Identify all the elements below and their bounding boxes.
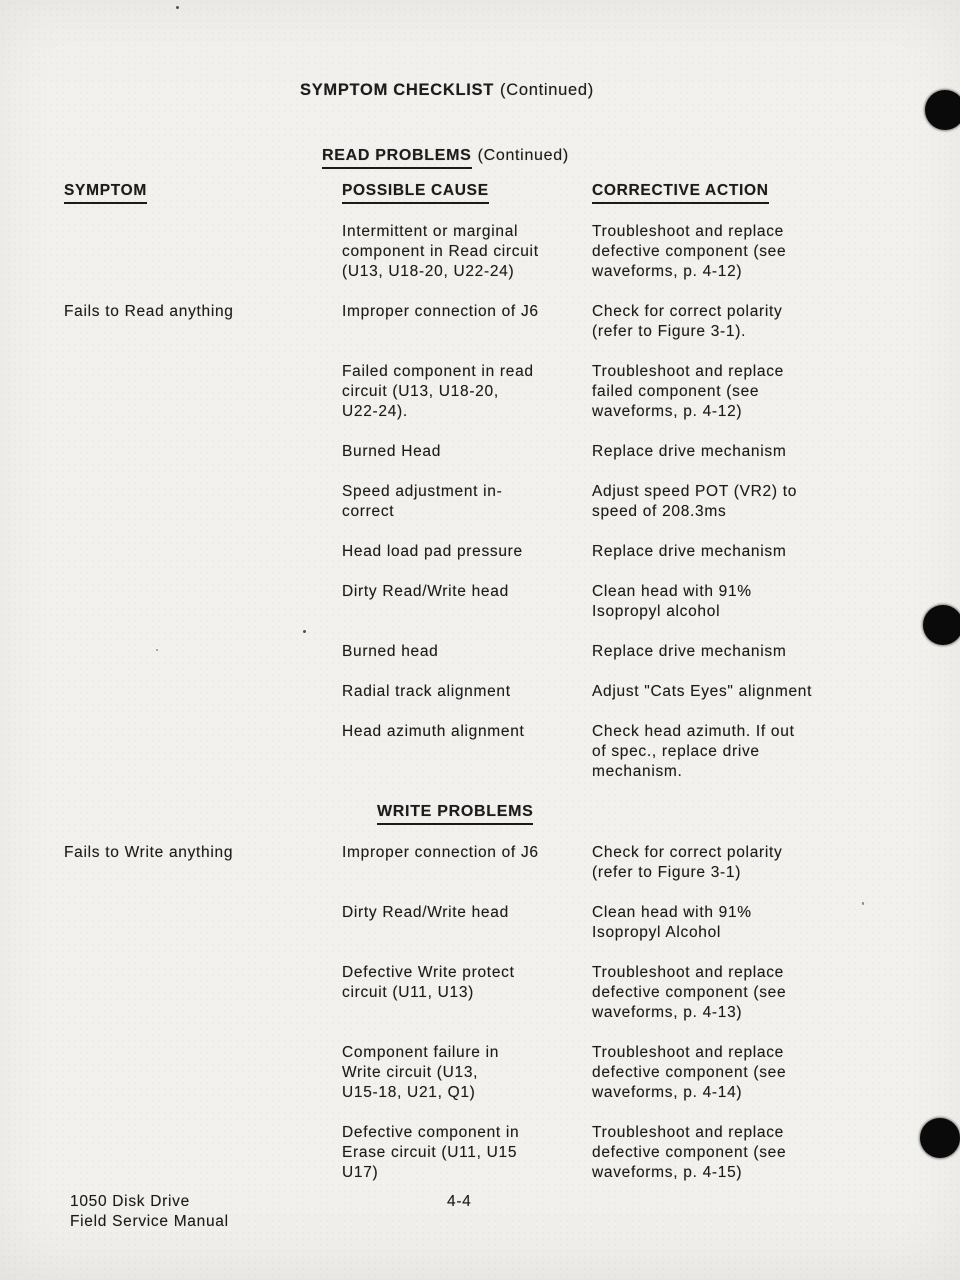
symptom-cell <box>64 442 342 462</box>
action-cell: Troubleshoot and replace defective component (see waveforms, p. 4-12) <box>592 223 787 280</box>
table-row <box>0 542 960 562</box>
cause-cell: Burned Head <box>342 443 442 460</box>
cause-cell: Improper connection of J6 <box>342 303 539 320</box>
action-cell: Check for correct polarity (refer to Figure 3-1) <box>592 844 783 881</box>
symptom-cell: Fails to Write anything <box>64 844 234 861</box>
table-row <box>0 302 960 342</box>
section-heading-read-problems <box>322 146 960 169</box>
page-title-suffix: (Continued) <box>500 81 594 99</box>
cause-cell: Dirty Read/Write head <box>342 904 509 921</box>
hole-punch-mark-top <box>925 90 960 130</box>
read-problems-rows <box>0 222 960 782</box>
symptom-cell <box>64 1043 342 1103</box>
column-headers <box>0 181 960 204</box>
scan-speck <box>176 6 179 9</box>
hole-punch-mark-bottom <box>920 1118 960 1158</box>
table-row <box>0 362 960 422</box>
action-cell: Check head azimuth. If out of spec., replace drive mechanism. <box>592 723 795 780</box>
write-problems-heading: WRITE PROBLEMS <box>377 802 533 825</box>
symptom-cell <box>64 963 342 1023</box>
action-cell: Troubleshoot and replace defective component (see waveforms, p. 4-13) <box>592 964 787 1021</box>
action-cell: Troubleshoot and replace defective component (see waveforms, p. 4-15) <box>592 1124 787 1181</box>
scan-speck <box>156 649 158 651</box>
cause-cell: Head load pad pressure <box>342 543 523 560</box>
table-row <box>0 442 960 462</box>
action-cell: Adjust speed POT (VR2) to speed of 208.3ms <box>592 483 798 520</box>
read-problems-heading-suffix: (Continued) <box>477 147 569 164</box>
cause-cell: Intermittent or marginal component in Read circuit (U13, U18-20, U22-24) <box>342 223 539 280</box>
action-cell: Troubleshoot and replace failed component (see waveforms, p. 4-12) <box>592 363 785 420</box>
cause-cell: Head azimuth alignment <box>342 723 525 740</box>
cause-cell: Dirty Read/Write head <box>342 583 509 600</box>
symptom-cell: Fails to Read anything <box>64 303 234 320</box>
scan-speck <box>303 630 306 633</box>
table-row <box>0 1123 960 1183</box>
action-cell: Check for correct polarity (refer to Figure 3-1). <box>592 303 783 340</box>
table-row <box>0 642 960 662</box>
symptom-cell <box>64 682 342 702</box>
cause-cell: Defective Write protect circuit (U11, U13) <box>342 964 515 1001</box>
action-cell: Replace drive mechanism <box>592 443 787 460</box>
symptom-cell <box>64 903 342 943</box>
table-row <box>0 963 960 1023</box>
action-cell: Clean head with 91% Isopropyl alcohol <box>592 583 752 620</box>
table-row <box>0 1043 960 1103</box>
cause-cell: Burned head <box>342 643 439 660</box>
table-row <box>0 843 960 883</box>
cause-cell: Component failure in Write circuit (U13, U15-18, U21, Q1) <box>342 1044 500 1101</box>
action-cell: Replace drive mechanism <box>592 543 787 560</box>
page-title-main: SYMPTOM CHECKLIST <box>300 81 495 99</box>
section-heading-write-problems <box>377 802 960 825</box>
symptom-cell <box>64 222 342 282</box>
table-row <box>0 682 960 702</box>
column-header-corrective-action: CORRECTIVE ACTION <box>592 181 960 204</box>
read-problems-heading: READ PROBLEMS <box>322 146 472 169</box>
symptom-cell <box>64 1123 342 1183</box>
action-cell: Adjust "Cats Eyes" alignment <box>592 683 813 700</box>
column-header-possible-cause: POSSIBLE CAUSE <box>342 181 592 204</box>
footer-document-name: 1050 Disk Drive Field Service Manual <box>70 1193 229 1230</box>
action-cell: Replace drive mechanism <box>592 643 787 660</box>
write-problems-rows <box>0 843 960 1183</box>
page-title <box>300 80 960 100</box>
cause-cell: Radial track alignment <box>342 683 511 700</box>
cause-cell: Improper connection of J6 <box>342 844 539 861</box>
table-row <box>0 722 960 782</box>
symptom-cell <box>64 362 342 422</box>
table-row <box>0 582 960 622</box>
symptom-cell <box>64 642 342 662</box>
cause-cell: Speed adjustment in- correct <box>342 483 503 520</box>
cause-cell: Defective component in Erase circuit (U11, U15 U17) <box>342 1124 520 1181</box>
hole-punch-mark-middle <box>923 605 960 645</box>
symptom-cell <box>64 582 342 622</box>
action-cell: Troubleshoot and replace defective component (see waveforms, p. 4-14) <box>592 1044 787 1101</box>
action-cell: Clean head with 91% Isopropyl Alcohol <box>592 904 752 941</box>
table-row <box>0 482 960 522</box>
symptom-cell <box>64 542 342 562</box>
table-row <box>0 903 960 943</box>
symptom-cell <box>64 722 342 782</box>
cause-cell: Failed component in read circuit (U13, U18-20, U22-24). <box>342 363 534 420</box>
footer-page-number: 4-4 <box>447 1193 472 1210</box>
column-header-symptom: SYMPTOM <box>64 181 342 204</box>
table-row <box>0 222 960 282</box>
symptom-cell <box>64 482 342 522</box>
scan-speck <box>862 902 864 905</box>
